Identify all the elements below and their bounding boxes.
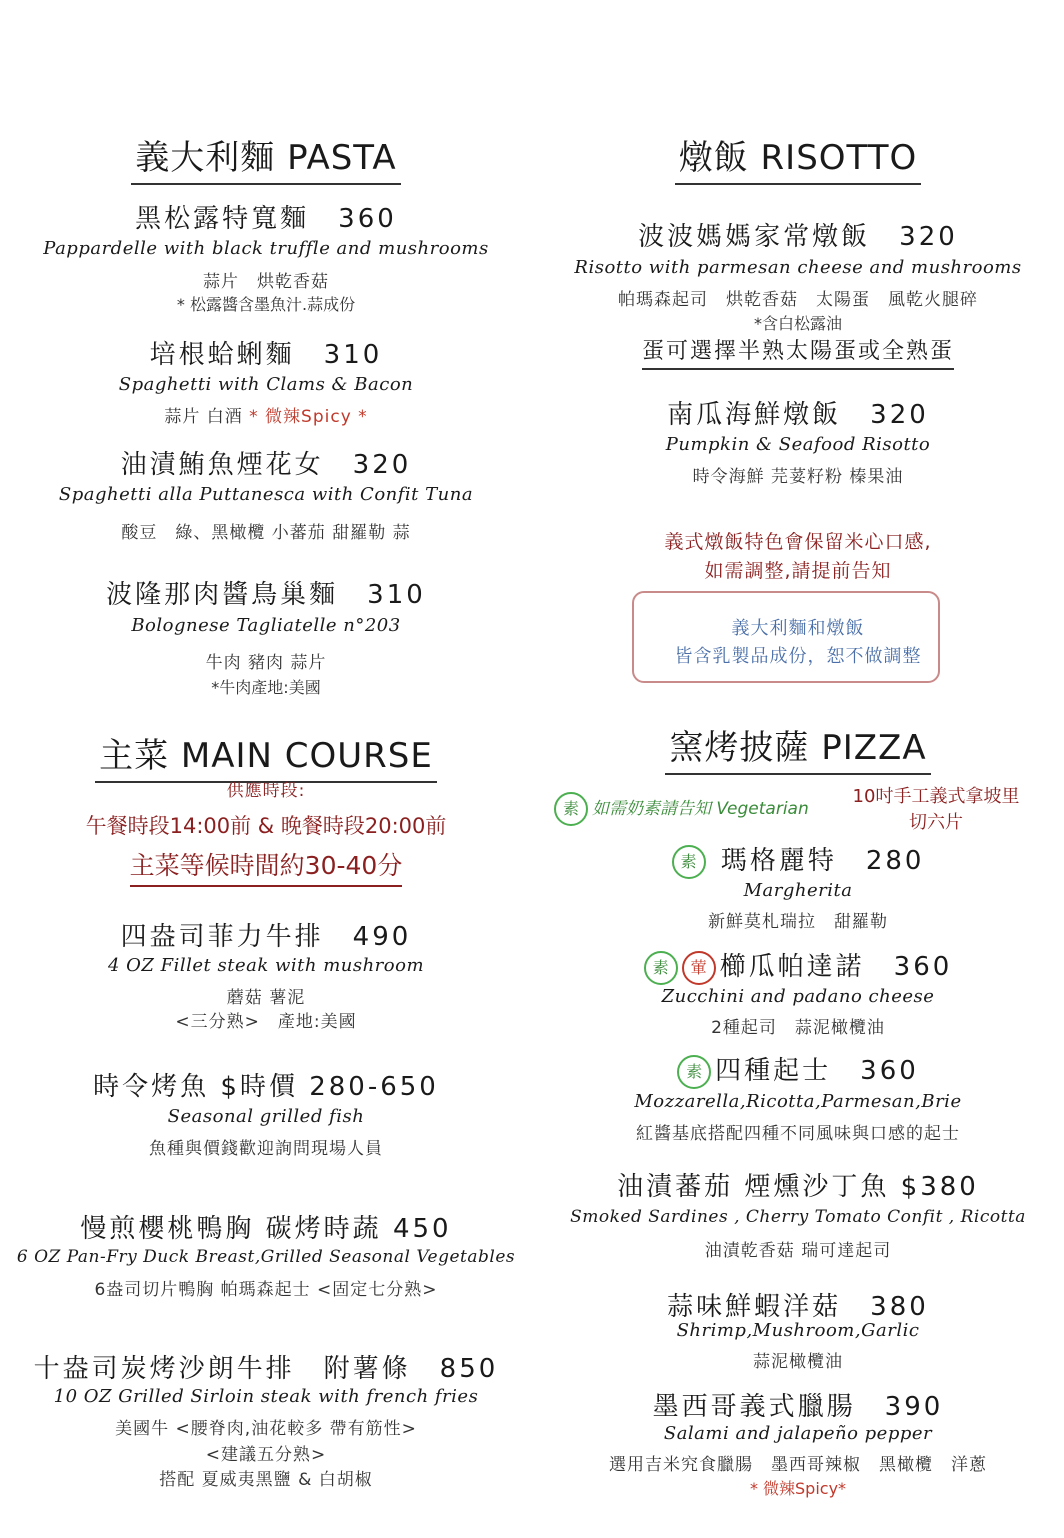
pasta-3-name: 油漬鮪魚煙花女 320: [120, 450, 412, 480]
pizza-3-name: 素 四種起士 360: [532, 1050, 1064, 1089]
vegetarian-badge-icon: 素: [644, 951, 678, 985]
pasta-1-en: Pappardelle with black truffle and mushrooms: [43, 238, 489, 259]
pasta-2-en: Spaghetti with Clams & Bacon: [118, 374, 414, 395]
vegetarian-badge-icon: 素: [672, 845, 706, 879]
main-4-name: 十盎司炭烤沙朗牛排 附薯條 850: [33, 1354, 499, 1384]
pasta-3-zh: 酸豆 綠、黑橄欖 小蕃茄 甜羅勒 蒜: [121, 523, 411, 543]
pizza-4-en: Smoked Sardines , Cherry Tomato Confit , Ricotta: [570, 1207, 1026, 1227]
pizza-5-zh: 蒜泥橄欖油: [753, 1352, 843, 1372]
pizza-6-zh: 選用吉米究食臘腸 墨西哥辣椒 黑橄欖 洋蔥: [609, 1455, 987, 1475]
pizza-1-name: 素 瑪格麗特 280: [532, 840, 1064, 879]
pizza-5-name: 蒜味鮮蝦洋菇 380: [667, 1292, 929, 1322]
vegetarian-badge-icon: 素: [677, 1055, 711, 1089]
risotto-1-zh: 帕瑪森起司 烘乾香菇 太陽蛋 風乾火腿碎: [618, 290, 978, 310]
pasta-4-en: Bolognese Tagliatelle n°203: [131, 615, 401, 636]
main-1-zh: 蘑菇 薯泥: [226, 988, 306, 1008]
pizza-6-name: 墨西哥義式臘腸 390: [652, 1392, 944, 1422]
pizza-2-name: 素 葷 櫛瓜帕達諾 360: [532, 946, 1064, 985]
pizza-5-en: Shrimp,Mushroom,Garlic: [676, 1320, 920, 1341]
main-wait-time: 主菜等候時間約30-40分: [0, 846, 532, 887]
main-2-en: Seasonal grilled fish: [167, 1106, 365, 1127]
main-4-note: <建議五分熟>: [205, 1445, 327, 1465]
vegetarian-note: 素 如需奶素請告知 Vegetarian: [554, 792, 809, 826]
risotto-2-name: 南瓜海鮮燉飯 320: [667, 400, 929, 430]
risotto-2-en: Pumpkin & Seafood Risotto: [665, 434, 931, 455]
pizza-size-line-1: 10吋手工義式拿坡里: [852, 786, 1020, 807]
pizza-6-en: Salami and jalapeño pepper: [663, 1423, 933, 1444]
pizza-4-zh: 油漬乾香菇 瑞可達起司: [704, 1241, 892, 1261]
pizza-2-zh: 2種起司 蒜泥橄欖油: [711, 1018, 885, 1038]
pasta-4-note: *牛肉產地:美國: [211, 678, 321, 697]
main-3-en: 6 OZ Pan-Fry Duck Breast,Grilled Seasonal Vegetables: [16, 1247, 516, 1267]
risotto-1-name: 波波媽媽家常燉飯 320: [638, 222, 958, 252]
pizza-1-en: Margherita: [743, 880, 853, 901]
pizza-size-line-2: 切六片: [909, 812, 963, 833]
risotto-1-en: Risotto with parmesan cheese and mushrooms: [574, 257, 1022, 278]
main-3-name: 慢煎櫻桃鴨胸 碳烤時蔬 450: [80, 1214, 452, 1244]
pasta-1-name: 黑松露特寬麵 360: [135, 204, 397, 234]
pasta-4-zh: 牛肉 豬肉 蒜片: [205, 653, 327, 673]
main-2-name: 時令烤魚 $時價 280-650: [93, 1072, 439, 1102]
main-section-title: 主菜 MAIN COURSE: [0, 728, 532, 783]
risotto-1-note: *含白松露油: [753, 314, 842, 333]
pasta-2-name: 培根蛤蜊麵 310: [149, 340, 383, 370]
pizza-6-spicy-label: * 微辣Spicy*: [749, 1479, 847, 1498]
risotto-note-1: 義式燉飯特色會保留米心口感,: [664, 531, 932, 553]
risotto-2-zh: 時令海鮮 芫荽籽粉 榛果油: [692, 467, 904, 487]
pasta-2-zh: 蒜片 白酒 * 微辣Spicy *: [164, 407, 368, 427]
vegetarian-badge-icon: 素: [554, 792, 588, 826]
main-1-en: 4 OZ Fillet steak with mushroom: [107, 955, 425, 976]
main-2-zh: 魚種與價錢歡迎詢問現場人員: [149, 1139, 383, 1159]
pasta-1-note: * 松露醬含墨魚汁.蒜成份: [176, 295, 356, 314]
main-hours: 午餐時段14:00前 & 晚餐時段20:00前: [85, 814, 447, 838]
pasta-1-zh: 蒜片 烘乾香菇: [203, 272, 329, 292]
main-3-zh: 6盎司切片鴨胸 帕瑪森起士 <固定七分熟>: [94, 1280, 438, 1300]
dairy-notice-line-1: 義大利麵和燉飯: [731, 618, 865, 639]
main-4-seasoning: 搭配 夏威夷黑鹽 & 白胡椒: [159, 1470, 373, 1490]
main-1-name: 四盎司菲力牛排 490: [120, 922, 412, 952]
pasta-section-title: 義大利麵 PASTA: [0, 130, 532, 185]
pizza-2-en: Zucchini and padano cheese: [661, 986, 935, 1007]
meat-badge-icon: 葷: [682, 951, 716, 985]
dairy-notice-line-2: 皆含乳製品成份，恕不做調整: [674, 646, 922, 667]
pizza-3-en: Mozzarella,Ricotta,Parmesan,Brie: [634, 1091, 962, 1112]
spicy-label: * 微辣Spicy *: [249, 407, 368, 427]
risotto-section-title: 燉飯 RISOTTO: [532, 130, 1064, 185]
risotto-egg-option: 蛋可選擇半熟太陽蛋或全熟蛋: [532, 334, 1064, 370]
pasta-3-en: Spaghetti alla Puttanesca with Confit Tuna: [58, 484, 474, 505]
pasta-4-name: 波隆那肉醬鳥巢麵 310: [106, 580, 426, 610]
main-supply-label: 供應時段:: [226, 781, 306, 801]
main-4-en: 10 OZ Grilled Sirloin steak with french fries: [53, 1386, 479, 1407]
pizza-1-zh: 新鮮莫札瑞拉 甜羅勒: [708, 912, 888, 932]
risotto-note-2: 如需調整,請提前告知: [704, 560, 892, 582]
main-1-note: <三分熟> 產地:美國: [175, 1012, 357, 1032]
pizza-size-note: [836, 782, 1036, 834]
main-4-zh: 美國牛 <腰脊肉,油花較多 帶有筋性>: [115, 1419, 417, 1439]
pizza-3-zh: 紅醬基底搭配四種不同風味與口感的起士: [636, 1124, 960, 1144]
pizza-4-name: 油漬蕃茄 煙燻沙丁魚 $380: [617, 1172, 979, 1202]
pizza-section-title: 窯烤披薩 PIZZA: [532, 720, 1064, 775]
